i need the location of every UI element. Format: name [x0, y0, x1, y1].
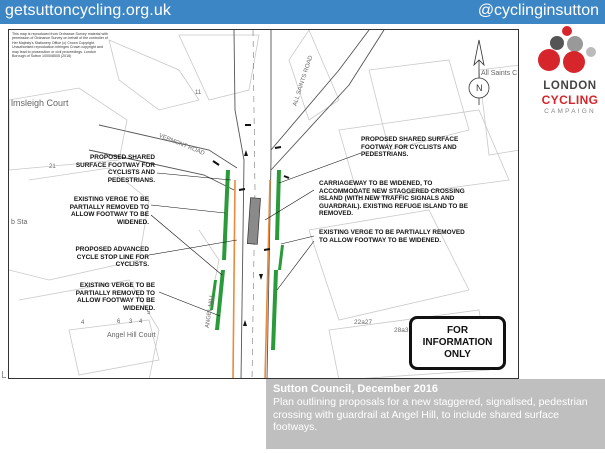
plot-4: 4	[81, 320, 85, 326]
logo-line-2: CYCLING	[541, 93, 599, 107]
annotation-advanced-stop-line: PROPOSED ADVANCED CYCLE STOP LINE FOR CYCLISTS.	[75, 246, 149, 269]
place-vermont-road: VERMONT ROAD	[157, 133, 206, 157]
logo-line-1: LONDON	[543, 80, 597, 92]
stamp-line-2: INFORMATION	[422, 337, 493, 348]
plot-11: 11	[195, 90, 202, 96]
place-angel-hill: ANGEL HILL	[204, 293, 216, 329]
london-cycling-campaign-logo	[531, 24, 605, 132]
logo-line-3: CAMPAIGN	[544, 108, 596, 115]
lcc-circles-icon	[531, 24, 605, 80]
plot-28a3: 28a3	[394, 327, 409, 334]
place-elmsleigh-court: lmsleigh Court	[11, 98, 69, 108]
plot-22a27: 22a27	[354, 319, 373, 326]
plot-6: 6	[117, 319, 121, 325]
crossing-plan-map	[8, 29, 519, 379]
annotation-verge-left-1: EXISTING VERGE TO BE PARTIALLY REMOVED TO ALLOW FOOTWAY TO BE WIDENED.	[69, 196, 149, 226]
north-label: N	[476, 83, 483, 93]
twitter-handle[interactable]: @cyclinginsutton	[477, 2, 599, 19]
corner-mark	[2, 371, 6, 378]
caption-title: Sutton Council, December 2016	[273, 383, 439, 395]
plot-4b: 4	[139, 319, 143, 325]
annotation-shared-footway-left: PROPOSED SHARED SURFACE FOOTWAY FOR CYCLISTS AND PEDESTRIANS.	[75, 154, 155, 184]
annotation-carriageway-widened: CARRIAGEWAY TO BE WIDENED, TO ACCOMMODATE NEW STAGGERED CROSSING ISLAND (WITH NEW TRAFFIC SIGNALS AND GUARDRAIL). EXISTING REFUGE ISLAND TO BE REMOVED.	[319, 180, 469, 218]
plot-3: 3	[129, 319, 133, 325]
plot-21: 21	[49, 164, 56, 170]
annotation-verge-left-2: EXISTING VERGE TO BE PARTIALLY REMOVED TO ALLOW FOOTWAY TO BE WIDENED.	[75, 282, 155, 312]
place-angel-hill-court: Angel Hill Court	[107, 332, 156, 339]
for-information-only-stamp	[409, 316, 506, 370]
annotation-verge-right: EXISTING VERGE TO BE PARTIALLY REMOVED TO ALLOW FOOTWAY TO BE WIDENED.	[319, 229, 465, 244]
plot-5: 5	[147, 310, 151, 316]
header-bar	[0, 0, 605, 24]
annotation-shared-footway-right: PROPOSED SHARED SURFACE FOOTWAY FOR CYCLISTS AND PEDESTRIANS.	[361, 136, 459, 159]
place-sta: b Sta	[11, 219, 28, 226]
place-all-saints-c: All Saints C	[481, 70, 518, 77]
caption-body: Plan outlining proposals for a new staggered, signalised, pedestrian crossing with guardrail at Angel Hill, to include shared surface footways.	[273, 396, 588, 434]
map-disclaimer: This map is reproduced from Ordnance Survey material with permission of Ordnance Survey on behalf of the controller of Her Majesty's Stationery Office (c) Crown Copyright. Unauthorised reproduction infringes Crown copyright and may lead to prosecution or civil proceedings. London Borough of Sutton 100008505 (2016)	[12, 32, 108, 59]
caption-box	[266, 379, 605, 449]
stamp-line-3: ONLY	[444, 349, 471, 360]
website-link[interactable]: getsuttoncycling.org.uk	[5, 2, 171, 19]
stamp-line-1: FOR	[446, 325, 469, 336]
place-all-saints-road: ALL SAINTS ROAD	[292, 54, 315, 108]
